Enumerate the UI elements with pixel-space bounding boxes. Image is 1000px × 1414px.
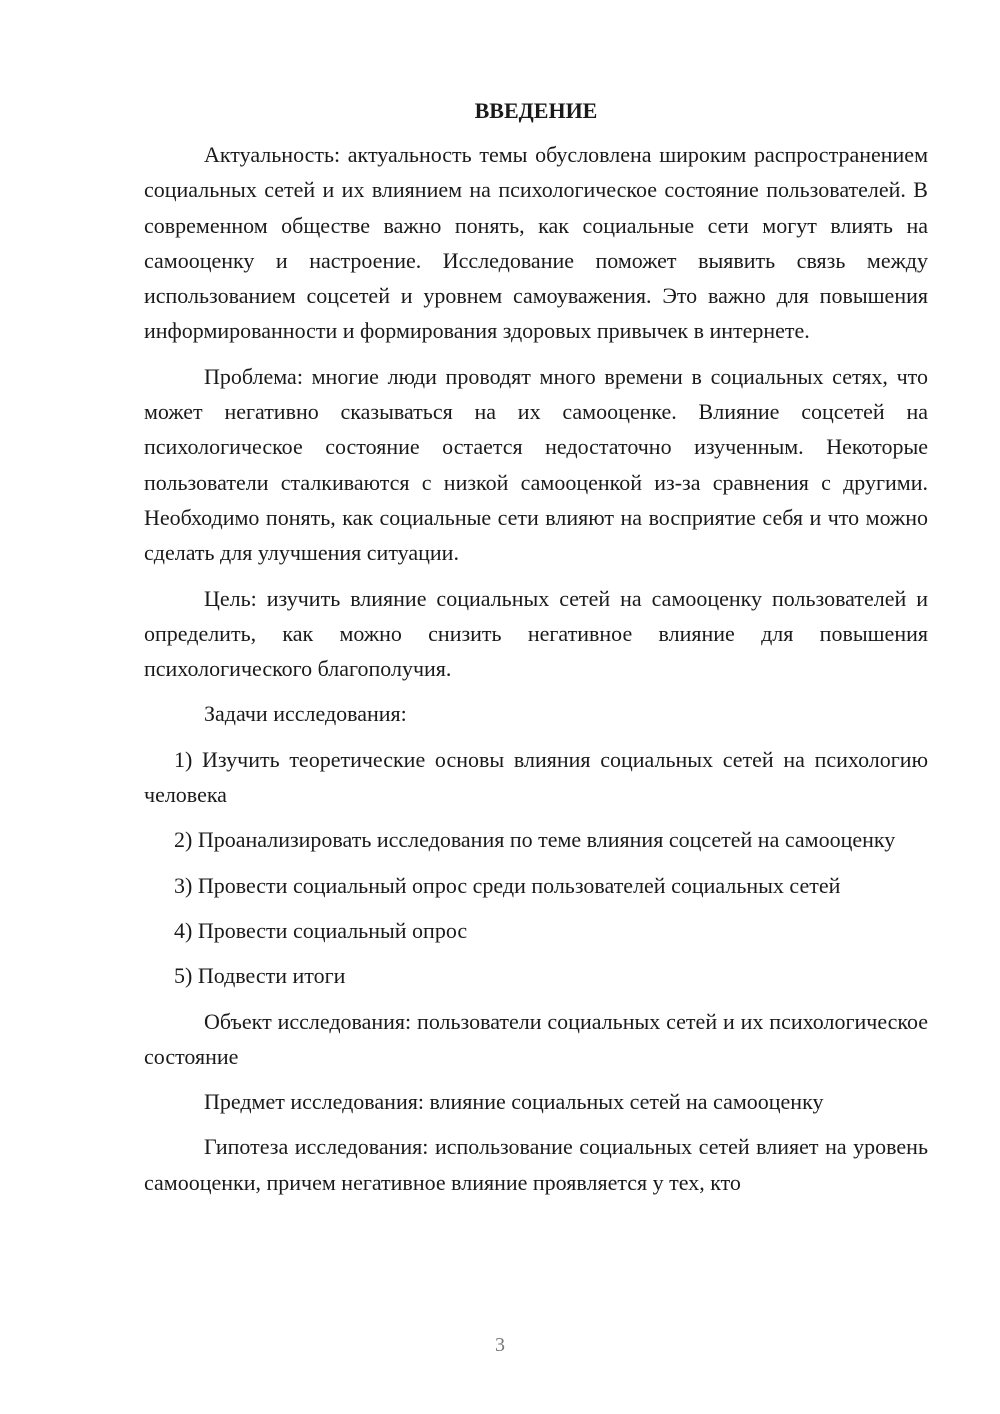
tasks-heading: Задачи исследования: [204, 701, 407, 727]
task-item: 4) Провести социальный опрос [174, 917, 468, 943]
task-item: 2) Проанализировать исследования по теме влияния соцсетей на самооценку [174, 827, 896, 853]
task-item: 5) Подвести итоги [174, 963, 346, 989]
section-heading: ВВЕДЕНИЕ [474, 98, 598, 123]
subject-paragraph: Предмет исследования: влияние социальных сетей на самооценку [204, 1089, 824, 1115]
task-item: 3) Провести социальный опрос среди пользователей социальных сетей [174, 872, 841, 898]
document-page [144, 96, 928, 1210]
hypothesis-paragraph: Гипотеза исследования: использование социальных сетей влияет на уровень самооценки, причем негативное влияние проявляется у тех, кто [144, 1134, 928, 1195]
relevance-paragraph: Актуальность: актуальность темы обусловлена широким распространением социальных сетей и их влиянием на психологическое состояние пользователей. В современном обществе важно понять, как социальные сети могут влиять на самооценку и настроение. Исследование поможет выявить связь между использованием соцсетей и уровнем самоуважения. Это важно для повышения информированности и формирования здоровых привычек в интернете. [144, 142, 928, 344]
goal-paragraph: Цель: изучить влияние социальных сетей на самооценку пользователей и определить, как можно снизить негативное влияние для повышения психологического благополучия. [144, 585, 928, 682]
task-item: 1) Изучить теоретические основы влияния социальных сетей на психологию человека [144, 746, 928, 808]
object-paragraph: Объект исследования: пользователи социальных сетей и их психологическое состояние [144, 1008, 928, 1069]
problem-paragraph: Проблема: многие люди проводят много времени в социальных сетях, что может негативно сказываться на их самооценке. Влияние соцсетей на психологическое состояние остается недостаточно изученным. Некоторые пользователи сталкиваются с низкой самооценкой из-за сравнения с другими. Необходимо понять, как социальные сети влияют на восприятие себя и что можно сделать для улучшения ситуации. [144, 363, 928, 566]
page-number: 3 [495, 1334, 505, 1356]
